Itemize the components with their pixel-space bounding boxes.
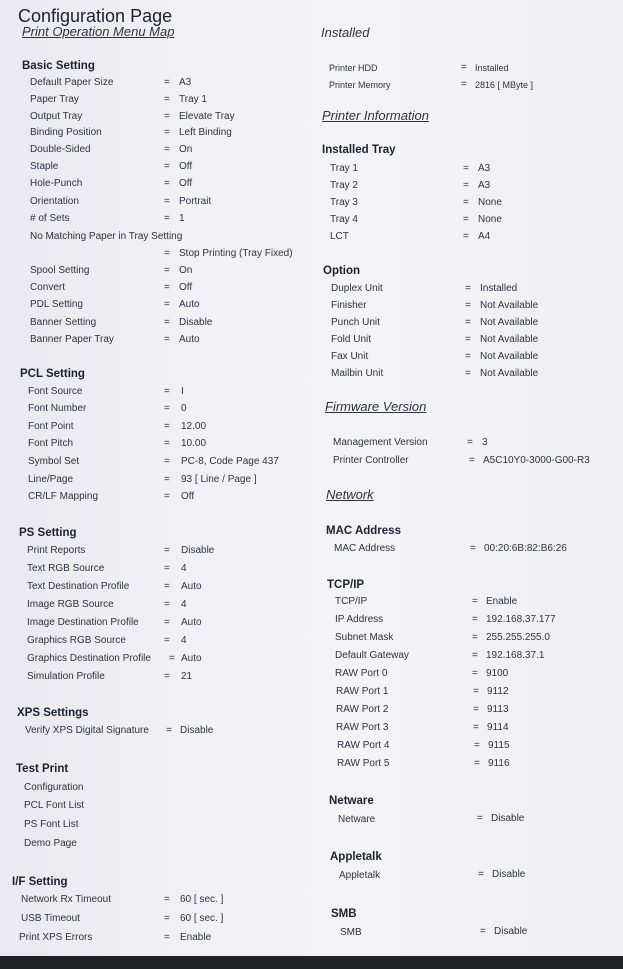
appletalk-value: Disable <box>492 869 526 880</box>
equals-sign: = <box>473 704 479 715</box>
setting-value: 93 [ Line / Page ] <box>181 474 257 485</box>
page-subtitle: Print Operation Menu Map <box>22 24 175 39</box>
setting-label: Convert <box>30 282 66 293</box>
equals-sign: = <box>164 403 170 414</box>
equals-sign: = <box>164 617 170 628</box>
equals-sign: = <box>164 635 170 646</box>
tray-label: LCT <box>330 231 349 242</box>
equals-sign: = <box>474 740 480 751</box>
ps-setting-heading: PS Setting <box>19 527 77 539</box>
installed-tray-heading: Installed Tray <box>322 144 396 156</box>
setting-label: Line/Page <box>28 474 74 485</box>
option-value: Installed <box>480 283 518 294</box>
test-print-heading: Test Print <box>16 763 69 775</box>
equals-sign: = <box>461 79 467 90</box>
equals-sign: = <box>472 650 478 661</box>
equals-sign: = <box>478 869 484 880</box>
tcpip-value: Enable <box>486 596 518 607</box>
option-value: Not Available <box>480 334 539 345</box>
setting-value: Off <box>179 282 193 293</box>
option-label: Duplex Unit <box>331 283 383 294</box>
setting-label: Font Pitch <box>28 438 74 449</box>
setting-label: Hole-Punch <box>30 178 83 189</box>
test-print-item: PCL Font List <box>24 800 85 811</box>
setting-label: Verify XPS Digital Signature <box>25 725 149 736</box>
setting-value: Auto <box>181 581 202 592</box>
option-value: Not Available <box>480 368 539 379</box>
equals-sign: = <box>164 438 170 449</box>
smb-label: SMB <box>340 927 362 938</box>
equals-sign: = <box>465 351 471 362</box>
setting-label: Printer HDD <box>329 63 378 73</box>
equals-sign: = <box>463 214 469 225</box>
equals-sign: = <box>164 213 170 224</box>
setting-label: Symbol Set <box>28 456 80 467</box>
setting-label: Font Point <box>28 421 74 432</box>
page-title: Configuration Page <box>18 6 173 26</box>
equals-sign: = <box>461 62 467 73</box>
test-print-item: Configuration <box>24 782 84 793</box>
setting-label: Network Rx Timeout <box>21 894 112 905</box>
tcpip-value: 9116 <box>488 758 510 769</box>
equals-sign: = <box>164 491 170 502</box>
tray-value: A3 <box>478 163 491 174</box>
equals-sign: = <box>473 722 479 733</box>
equals-sign: = <box>465 334 471 345</box>
tcpip-label: IP Address <box>335 614 384 625</box>
tray-value: A3 <box>478 180 491 191</box>
equals-sign: = <box>463 163 469 174</box>
tcpip-value: 255.255.255.0 <box>486 632 550 643</box>
equals-sign: = <box>164 144 170 155</box>
setting-value: 0 <box>181 403 187 414</box>
equals-sign: = <box>164 265 170 276</box>
setting-value: Auto <box>181 617 202 628</box>
equals-sign: = <box>465 317 471 328</box>
setting-value: 4 <box>181 635 187 646</box>
firmware-label: Management Version <box>333 437 428 448</box>
netware-label: Netware <box>338 814 376 825</box>
setting-label: Paper Tray <box>30 94 79 105</box>
equals-sign: = <box>164 77 170 88</box>
setting-label: Print Reports <box>27 545 86 556</box>
test-print-item: PS Font List <box>24 819 79 830</box>
tray-value: None <box>478 214 502 225</box>
setting-value: Stop Printing (Tray Fixed) <box>179 248 293 259</box>
setting-label: Spool Setting <box>30 265 90 276</box>
equals-sign: = <box>164 248 170 259</box>
equals-sign: = <box>463 197 469 208</box>
option-label: Punch Unit <box>331 317 380 328</box>
option-label: Finisher <box>331 300 367 311</box>
setting-label: Orientation <box>30 196 79 207</box>
setting-value: 10.00 <box>181 438 207 449</box>
equals-sign: = <box>474 758 480 769</box>
setting-label: Print XPS Errors <box>19 932 93 943</box>
setting-label: Staple <box>30 161 59 172</box>
setting-label: Binding Position <box>30 127 102 138</box>
setting-value: Enable <box>180 932 212 943</box>
setting-value: 60 [ sec. ] <box>180 913 224 924</box>
setting-value: Left Binding <box>179 127 232 138</box>
installed-heading: Installed <box>321 25 370 40</box>
equals-sign: = <box>164 282 170 293</box>
setting-label: # of Sets <box>30 213 70 224</box>
equals-sign: = <box>164 545 170 556</box>
equals-sign: = <box>472 596 478 607</box>
setting-value: On <box>179 144 193 155</box>
option-label: Fold Unit <box>331 334 372 345</box>
equals-sign: = <box>164 299 170 310</box>
mac-address-label: MAC Address <box>334 543 396 554</box>
equals-sign: = <box>470 543 476 554</box>
setting-label: Simulation Profile <box>27 671 105 682</box>
equals-sign: = <box>164 196 170 207</box>
setting-label: USB Timeout <box>21 913 80 924</box>
equals-sign: = <box>473 686 479 697</box>
tray-label: Tray 1 <box>330 163 358 174</box>
tcpip-value: 9113 <box>487 704 509 715</box>
setting-label: Default Paper Size <box>30 77 114 88</box>
setting-value: Tray 1 <box>179 94 207 105</box>
tray-value: None <box>478 197 502 208</box>
option-label: Mailbin Unit <box>331 368 384 379</box>
setting-label: No Matching Paper in Tray Setting <box>30 231 183 242</box>
equals-sign: = <box>465 283 471 294</box>
tcpip-value: 9112 <box>487 686 509 697</box>
equals-sign: = <box>472 632 478 643</box>
tcpip-label: RAW Port 0 <box>335 668 388 679</box>
equals-sign: = <box>477 813 483 824</box>
appletalk-heading: Appletalk <box>330 851 382 863</box>
equals-sign: = <box>164 94 170 105</box>
option-label: Fax Unit <box>331 351 369 362</box>
network-heading: Network <box>326 487 374 502</box>
equals-sign: = <box>164 421 170 432</box>
equals-sign: = <box>164 178 170 189</box>
firmware-label: Printer Controller <box>333 455 409 466</box>
tcpip-label: TCP/IP <box>335 596 368 607</box>
setting-value: 2816 [ MByte ] <box>475 80 534 90</box>
setting-label: Image Destination Profile <box>27 617 139 628</box>
printer-information-heading: Printer Information <box>322 108 429 123</box>
option-value: Not Available <box>480 317 539 328</box>
tcpip-label: Subnet Mask <box>335 632 394 643</box>
equals-sign: = <box>169 653 175 664</box>
equals-sign: = <box>164 334 170 345</box>
equals-sign: = <box>164 111 170 122</box>
tcpip-value: 9114 <box>487 722 509 733</box>
equals-sign: = <box>164 894 170 905</box>
setting-value: I <box>181 386 184 397</box>
setting-value: Off <box>181 491 195 502</box>
tcpip-label: Default Gateway <box>335 650 409 661</box>
setting-value: 4 <box>181 599 187 610</box>
setting-label: Graphics RGB Source <box>27 635 126 646</box>
equals-sign: = <box>480 926 486 937</box>
setting-value: Installed <box>475 63 509 73</box>
firmware-value: 3 <box>482 437 488 448</box>
equals-sign: = <box>164 581 170 592</box>
tray-label: Tray 4 <box>330 214 358 225</box>
test-print-item: Demo Page <box>24 838 77 849</box>
setting-label: Graphics Destination Profile <box>27 653 151 664</box>
equals-sign: = <box>164 671 170 682</box>
setting-value: Auto <box>179 299 200 310</box>
equals-sign: = <box>472 668 478 679</box>
setting-label: CR/LF Mapping <box>28 491 99 502</box>
setting-value: Elevate Tray <box>179 111 235 122</box>
setting-label: Font Source <box>28 386 83 397</box>
setting-value: Off <box>179 161 193 172</box>
if-setting-heading: I/F Setting <box>12 876 68 888</box>
setting-label: Text RGB Source <box>27 563 105 574</box>
equals-sign: = <box>164 456 170 467</box>
setting-label: Banner Paper Tray <box>30 334 114 345</box>
setting-value: Disable <box>179 317 213 328</box>
netware-heading: Netware <box>329 795 374 807</box>
option-value: Not Available <box>480 300 539 311</box>
equals-sign: = <box>463 180 469 191</box>
mac-address-value: 00:20:6B:82:B6:26 <box>484 543 567 554</box>
tcpip-value: 9115 <box>488 740 510 751</box>
tcpip-value: 192.168.37.1 <box>486 650 545 661</box>
setting-value: Portrait <box>179 196 212 207</box>
equals-sign: = <box>164 386 170 397</box>
equals-sign: = <box>164 474 170 485</box>
setting-value: 4 <box>181 563 187 574</box>
equals-sign: = <box>164 563 170 574</box>
setting-label: Double-Sided <box>30 144 91 155</box>
tray-label: Tray 2 <box>330 180 358 191</box>
firmware-version-heading: Firmware Version <box>325 399 427 414</box>
option-heading: Option <box>323 265 361 277</box>
xps-settings-heading: XPS Settings <box>17 707 89 719</box>
setting-value: 1 <box>179 213 185 224</box>
tcpip-label: RAW Port 4 <box>337 740 390 751</box>
setting-label: Font Number <box>28 403 87 414</box>
setting-label: Image RGB Source <box>27 599 114 610</box>
tray-value: A4 <box>478 231 491 242</box>
tcpip-label: RAW Port 3 <box>336 722 389 733</box>
equals-sign: = <box>164 913 170 924</box>
setting-value: Auto <box>181 653 202 664</box>
setting-label: PDL Setting <box>30 299 83 310</box>
setting-label: Text Destination Profile <box>27 581 130 592</box>
setting-value: Auto <box>179 334 200 345</box>
setting-value: Disable <box>180 725 214 736</box>
equals-sign: = <box>465 300 471 311</box>
setting-value: On <box>179 265 193 276</box>
setting-value: 12.00 <box>181 421 207 432</box>
equals-sign: = <box>469 455 475 466</box>
setting-value: 60 [ sec. ] <box>180 894 224 905</box>
tcpip-value: 192.168.37.177 <box>486 614 556 625</box>
netware-value: Disable <box>491 813 525 824</box>
equals-sign: = <box>467 437 473 448</box>
setting-value: 21 <box>181 671 193 682</box>
equals-sign: = <box>472 614 478 625</box>
equals-sign: = <box>164 127 170 138</box>
equals-sign: = <box>463 231 469 242</box>
setting-value: A3 <box>179 77 192 88</box>
option-value: Not Available <box>480 351 539 362</box>
tcpip-label: RAW Port 5 <box>337 758 390 769</box>
pcl-setting-heading: PCL Setting <box>20 368 85 380</box>
basic-setting-heading: Basic Setting <box>22 60 95 72</box>
tcpip-heading: TCP/IP <box>327 579 365 591</box>
setting-value: PC-8, Code Page 437 <box>181 456 279 467</box>
equals-sign: = <box>164 317 170 328</box>
setting-value: Off <box>179 178 193 189</box>
setting-value: Disable <box>181 545 215 556</box>
equals-sign: = <box>166 725 172 736</box>
setting-label: Output Tray <box>30 111 83 122</box>
equals-sign: = <box>465 368 471 379</box>
equals-sign: = <box>164 161 170 172</box>
smb-value: Disable <box>494 926 528 937</box>
firmware-value: A5C10Y0-3000-G00-R3 <box>483 455 590 466</box>
equals-sign: = <box>164 932 170 943</box>
tcpip-label: RAW Port 1 <box>336 686 389 697</box>
equals-sign: = <box>164 599 170 610</box>
mac-address-heading: MAC Address <box>326 525 401 537</box>
tcpip-value: 9100 <box>486 668 509 679</box>
setting-label: Banner Setting <box>30 317 97 328</box>
appletalk-label: Appletalk <box>339 870 381 881</box>
smb-heading: SMB <box>331 908 357 920</box>
tcpip-label: RAW Port 2 <box>336 704 389 715</box>
setting-label: Printer Memory <box>329 80 391 90</box>
tray-label: Tray 3 <box>330 197 358 208</box>
